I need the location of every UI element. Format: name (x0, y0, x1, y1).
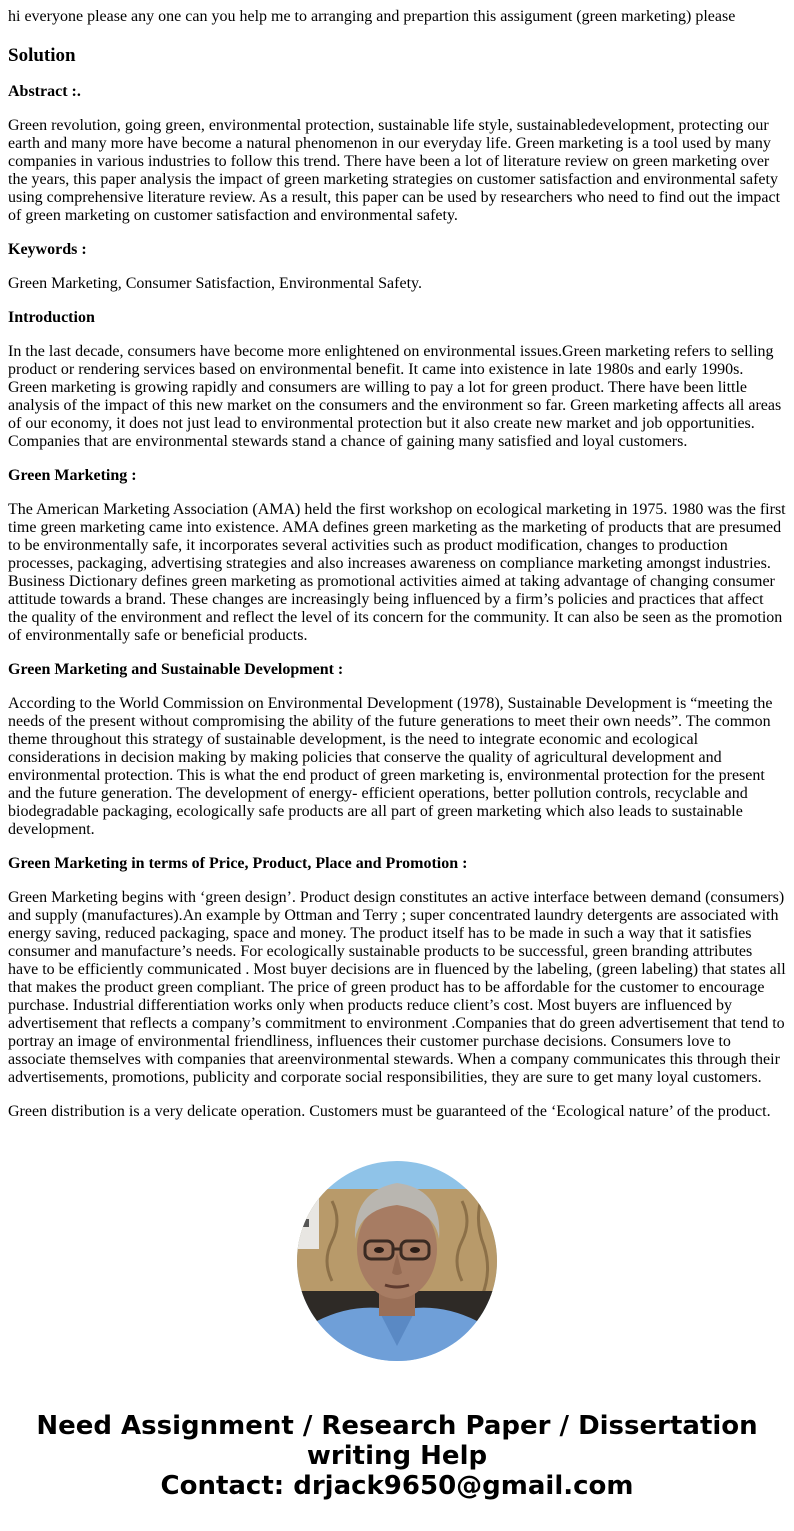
solution-title: Solution (8, 45, 76, 66)
green-distribution-paragraph: Green distribution is a very delicate operation. Customers must be guaranteed of the ‘Ecological nature’ of the product. (8, 1103, 771, 1120)
four-ps-paragraph: Green Marketing begins with ‘green design’. Product design constitutes an active interface between demand (consumers) and supply (manufactures).An example by Ottman and Terry ; super concentrated laundry detergents are associated with energy saving, reduced packaging, space and money. The product itself has to be made in such a way that it satisfies consumer and manufacture’s needs. For ecologically sustainable products to be successful, green branding attributes have to be efficiently communicated . Most buyer decisions are in fluenced by the labeling, (green labeling) that states all that makes the product green compliant. The price of green product has to be affordable for the customer to encourage purchase. Industrial differentiation works only when products reduce client’s cost. Most buyers are influenced by advertisement that reflects a company’s commitment to environment .Companies that do green advertisement that tend to portray an image of environmental friendliness, influences their customer purchase decisions. Consumers love to associate themselves with companies that areenvironmental stewards. When a company communicates this through their advertisements, promotions, publicity and corporate social responsibilities, they are sure to get many loyal customers. (8, 889, 786, 1086)
promo-line-1: Need Assignment / Research Paper / Dissertation (36, 1411, 758, 1441)
section-heading-green-marketing: Green Marketing : (8, 467, 137, 484)
section-heading-abstract: Abstract :. (8, 83, 81, 100)
document-body (0, 8, 794, 1121)
question-text: hi everyone please any one can you help me to arranging and prepartion this assigument (green marketing) please (8, 8, 736, 25)
abstract-paragraph: Green revolution, going green, environmental protection, sustainable life style, sustainabledevelopment, protecting our earth and many more have become a natural phenomenon in our everyday life. Green marketing is a tool used by many companies in various industries to follow this trend. There have been a lot of literature review on green marketing over the years, this paper analysis the impact of green marketing strategies on customer satisfaction and environmental safety using comprehensive literature review. As a result, this paper can be used by researchers who need to find out the impact of green marketing on customer satisfaction and environmental safety. (8, 117, 781, 224)
promo-line-2: writing Help (306, 1441, 488, 1471)
promo-contact-line: Contact: drjack9650@gmail.com (160, 1471, 634, 1501)
keywords-paragraph: Green Marketing, Consumer Satisfaction, Environmental Safety. (8, 275, 422, 292)
section-heading-keywords: Keywords : (8, 241, 87, 258)
section-heading-introduction: Introduction (8, 309, 95, 326)
green-marketing-paragraph: The American Marketing Association (AMA) held the first workshop on ecological marketing in 1975. 1980 was the first time green marketing came into existence. AMA defines green marketing as the marketing of products that are presumed to be environmentally safe, it incorporates several activities such as product modification, changes to production processes, packaging, advertising strategies and also increases awareness on compliance marketing amongst industries. Business Dictionary defines green marketing as promotional activities aimed at taking advantage of changing consumer attitude towards a brand. These changes are increasingly being influenced by a firm’s policies and practices that affect the quality of the environment and reflect the level of its concern for the community. It can also be seen as the promotion of environmentally safe or beneficial products. (8, 501, 786, 644)
sustainable-development-paragraph: According to the World Commission on Environmental Development (1978), Sustainable Development is “meeting the needs of the present without compromising the ability of the future generations to meet their own needs”. The common theme throughout this strategy of sustainable development, is the need to integrate economic and ecological considerations in decision making by making policies that conserve the quality of agricultural development and environmental protection. This is what the end product of green marketing is, environmental protection for the present and the future generation. The development of energy- efficient operations, better pollution controls, recyclable and biodegradable packaging, ecologically safe products are all part of green marketing which also leads to sustainable development. (8, 695, 773, 838)
person-photo-icon (297, 1161, 497, 1361)
section-heading-four-ps: Green Marketing in terms of Price, Product, Place and Promotion : (8, 855, 468, 872)
introduction-paragraph: In the last decade, consumers have become more enlightened on environmental issues.Green marketing refers to selling product or rendering services based on environmental benefit. It came into existence in late 1980s and early 1990s. Green marketing is growing rapidly and consumers are willing to pay a lot for green product. There have been little analysis of the impact of this new market on the consumers and the environment so far. Green marketing affects all areas of our economy, it does not just lead to environmental protection but it also create new market and job opportunities. Companies that are environmental stewards stand a chance of gaining many satisfied and loyal customers. (8, 343, 782, 450)
section-heading-sustainable-development: Green Marketing and Sustainable Development : (8, 661, 344, 678)
avatar (297, 1161, 497, 1361)
promo-banner (0, 1411, 794, 1501)
